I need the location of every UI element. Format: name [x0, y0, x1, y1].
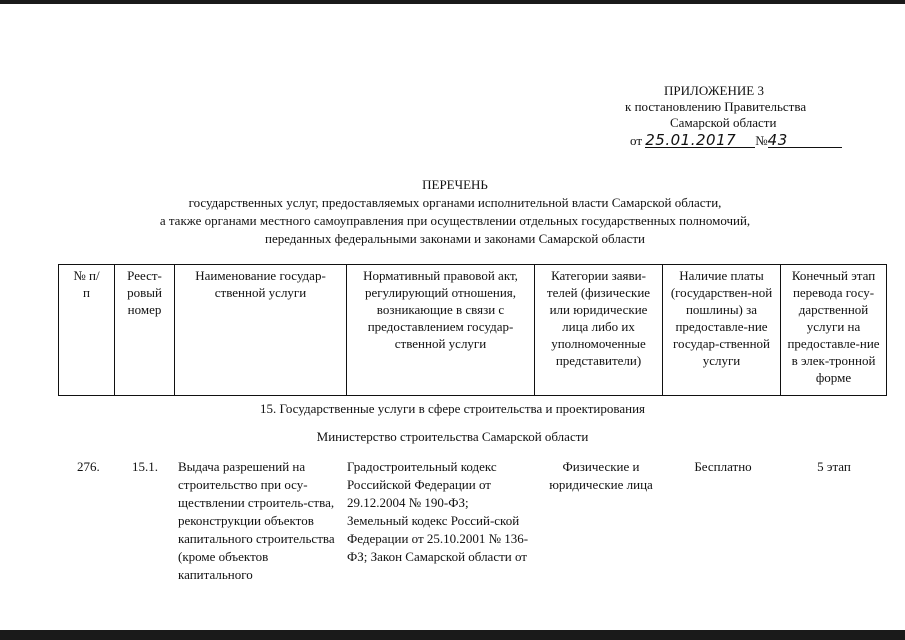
- appendix-number: 43: [768, 133, 842, 148]
- appendix-title: ПРИЛОЖЕНИЕ 3: [664, 83, 764, 98]
- header-fee: Наличие платы (государствен-ной пошлины) за предоставле-ние государ-ственной услуги: [663, 265, 781, 396]
- header-legal-act: Нормативный правовой акт, регулирующий отношения, возникающие в связи с предоставлением государ-ственной услуги: [347, 265, 535, 396]
- header-registry: Реест-ровый номер: [115, 265, 175, 396]
- ministry-heading: Министерство строительства Самарской области: [316, 429, 589, 444]
- appendix-line-1: к постановлению Правительства: [625, 99, 807, 114]
- header-table: [58, 264, 887, 396]
- header-applicants: Категории заяви-телей (физические или юридические лица либо их уполномоченные представители): [535, 265, 663, 396]
- header-service-name: Наименование государ-ственной услуги: [175, 265, 347, 396]
- appendix-date: 25.01.2017: [645, 133, 755, 148]
- scan-top-edge: [0, 0, 905, 4]
- document-subtitle-3: переданных федеральными законами и законами Самарской области: [264, 231, 646, 246]
- row-final-stage: 5 этап: [817, 459, 851, 474]
- appendix-date-line: [630, 133, 842, 149]
- document-subtitle-1: государственных услуг, предоставляемых органами исполнительной власти Самарской области,: [188, 195, 722, 210]
- scan-bottom-edge: [0, 630, 905, 640]
- section-title: 15. Государственные услуги в сфере строительства и проектирования: [259, 401, 646, 416]
- header-row: [59, 265, 887, 396]
- appendix-ot: от: [630, 133, 643, 148]
- row-number: 276.: [77, 459, 100, 474]
- document-title: ПЕРЕЧЕНЬ: [422, 177, 488, 192]
- row-fee: Бесплатно: [694, 459, 752, 474]
- row-registry: 15.1.: [132, 459, 158, 474]
- document-subtitle-2: а также органами местного самоуправления при осуществлении отдельных государственных полномочий,: [159, 213, 751, 228]
- appendix-line-2: Самарской области: [670, 115, 777, 130]
- row-service-name: Выдача разрешений на строительство при осу-ществлении строитель-ства, реконструкции объектов капитального строительства (кроме объектов капитального: [178, 459, 335, 582]
- header-final-stage: Конечный этап перевода госу-дарственной услуги на предоставле-ние в элек-тронной форме: [781, 265, 887, 396]
- document-heading: [60, 176, 850, 248]
- row-legal-act: Градостроительный кодекс Российской Федерации от 29.12.2004 № 190-ФЗ; Земельный кодекс Россий-ской Федерации от 25.10.2001 № 136-ФЗ; Закон Самарской области от: [347, 459, 529, 564]
- row-applicants: Физические и юридические лица: [549, 459, 653, 492]
- header-number: № п/п: [59, 265, 115, 396]
- appendix-num-sign: №: [755, 133, 768, 148]
